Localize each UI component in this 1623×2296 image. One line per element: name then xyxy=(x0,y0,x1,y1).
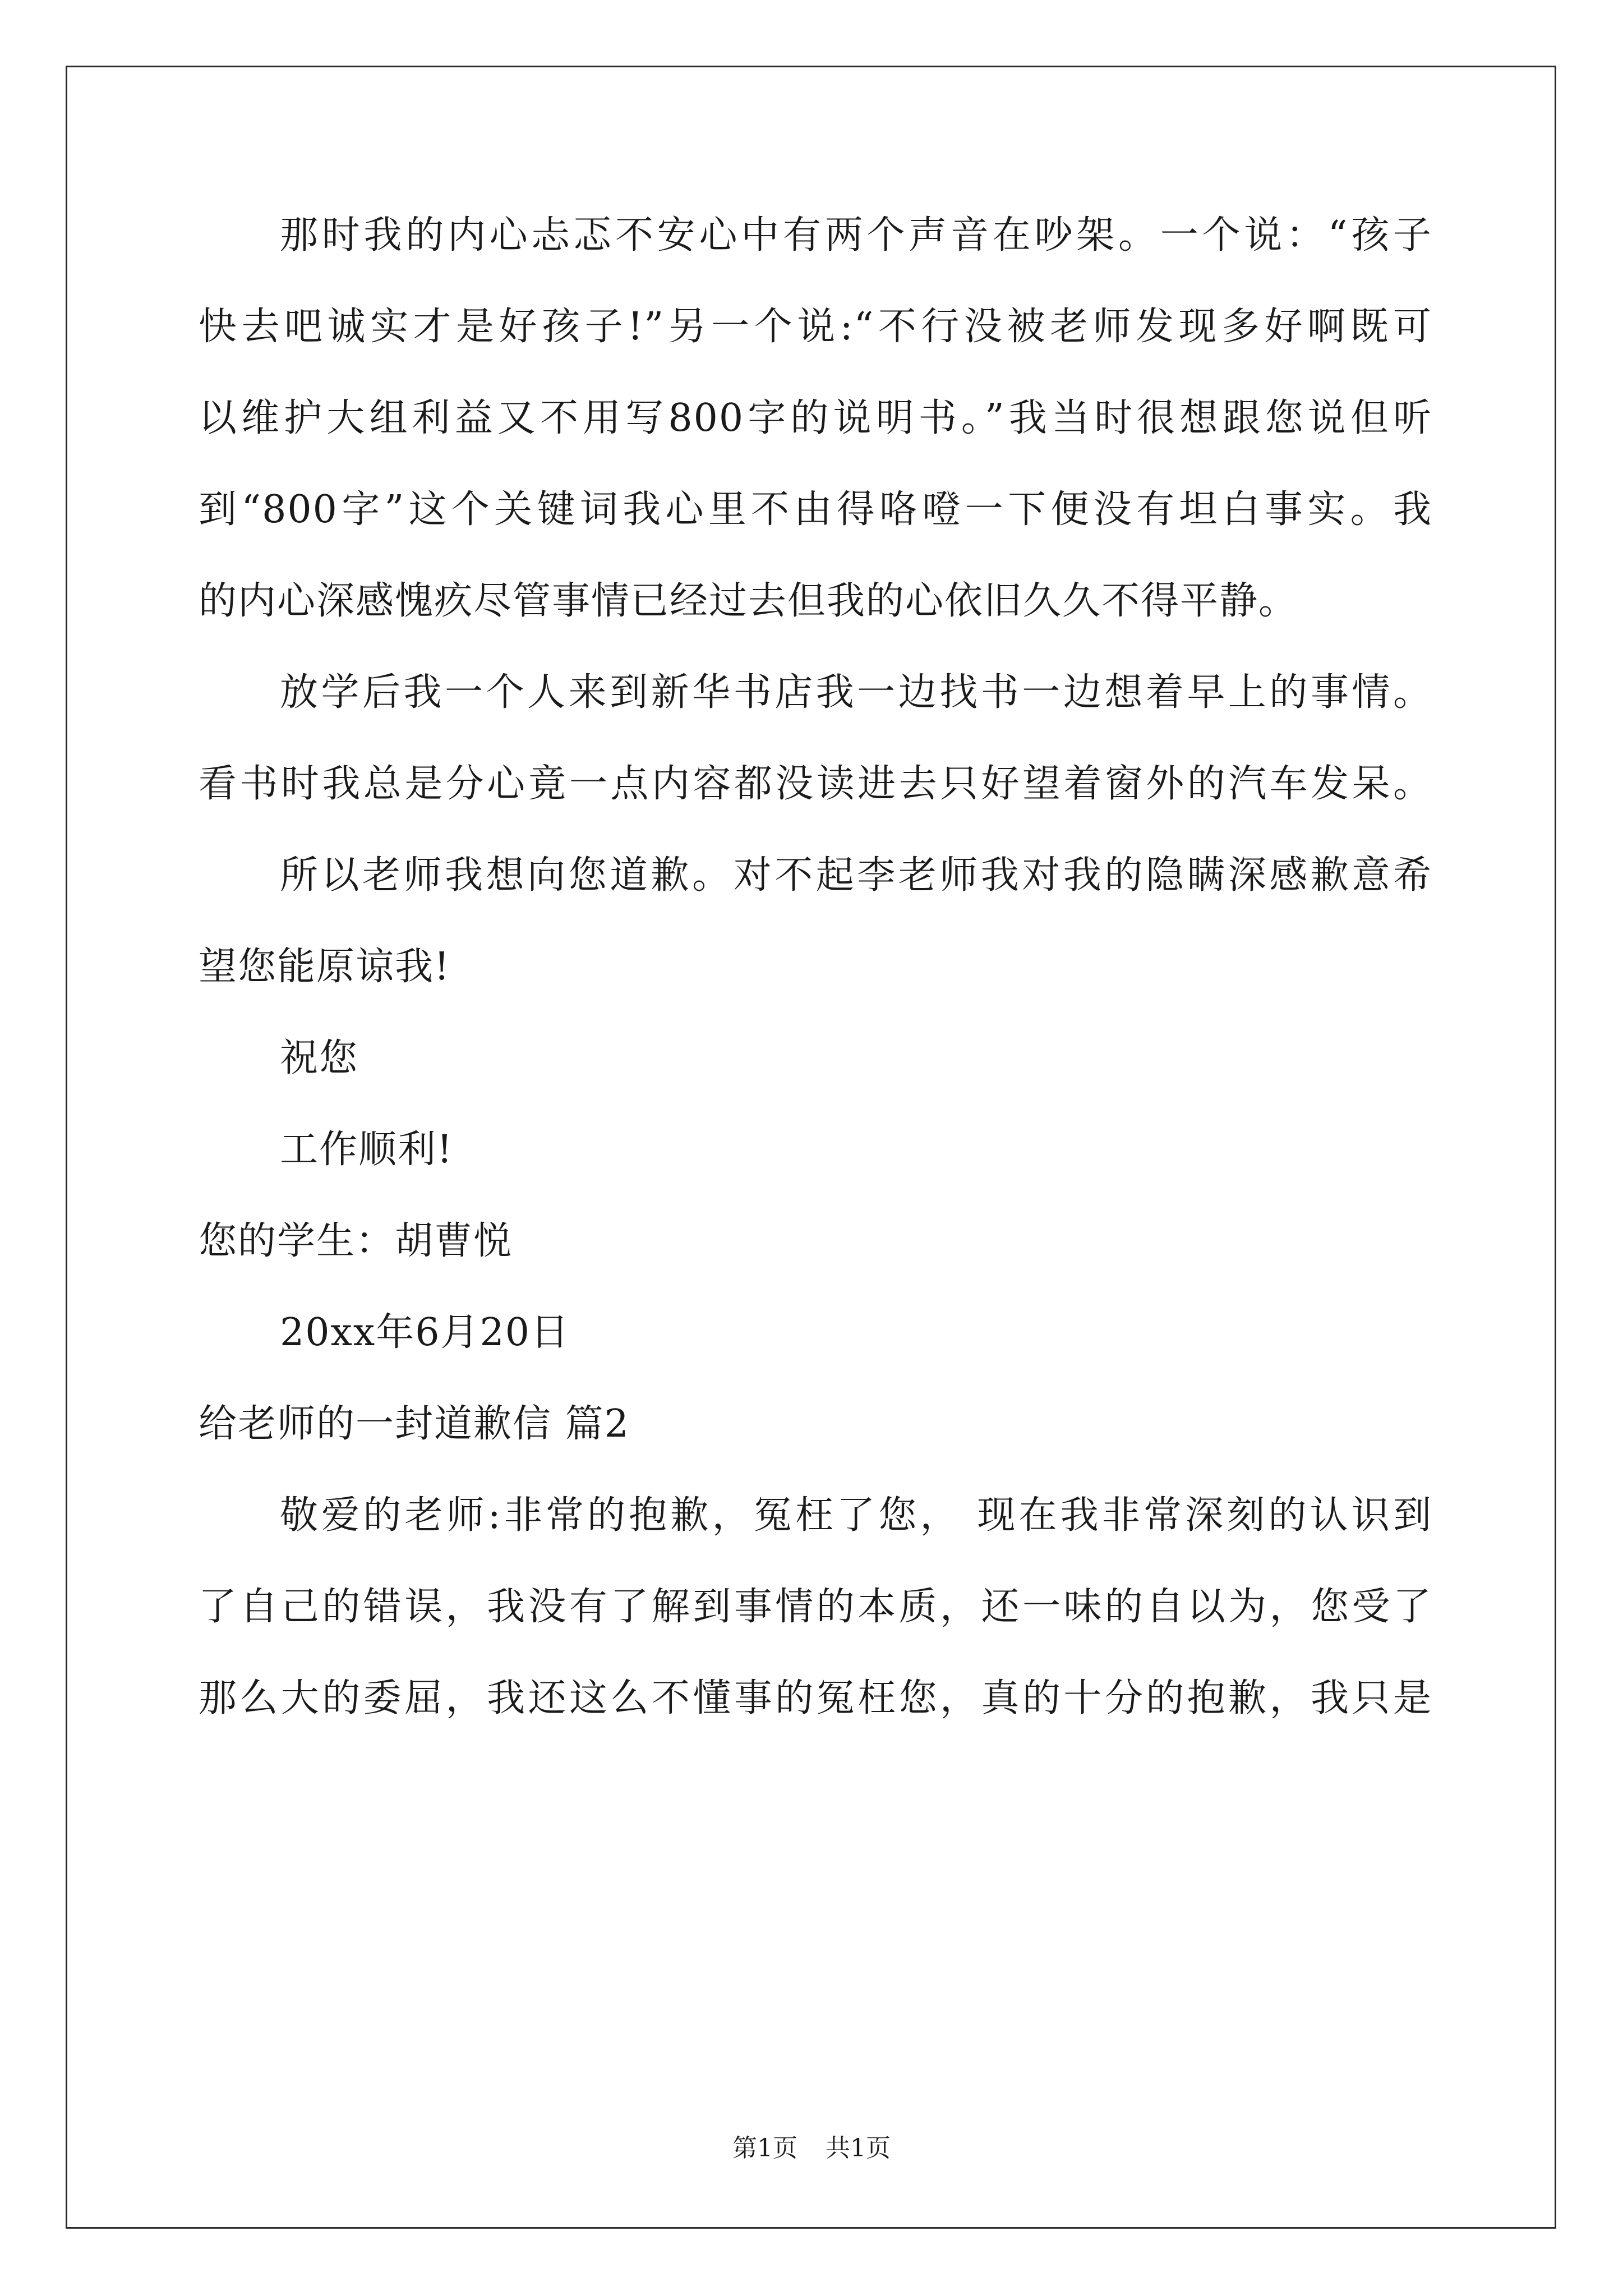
paragraph-1-line-5: 的内心深感愧疚尽管事情已经过去但我的心依旧久久不得平静。 xyxy=(199,579,1298,623)
paragraph-3-line-2: 望您能原谅我! xyxy=(199,945,451,989)
paragraph-1-line-4: 到“800字”这个关键词我心里不由得咯噔一下便没有坦白事实。我 xyxy=(199,487,1432,532)
closing-wish: 祝您 xyxy=(280,1036,359,1080)
page-number: 第1页 xyxy=(732,2134,797,2162)
paragraph-1-line-3: 以维护大组利益又不用写800字的说明书。”我当时很想跟您说但听 xyxy=(199,396,1432,440)
paragraph-2-line-2: 看书时我总是分心竟一点内容都没读进去只好望着窗外的汽车发呆。 xyxy=(199,762,1432,806)
closing-wish-2: 工作顺利! xyxy=(280,1128,454,1172)
paragraph-2-line-1: 放学后我一个人来到新华书店我一边找书一边想着早上的事情。 xyxy=(280,670,1432,715)
paragraph-3-line-1: 所以老师我想向您道歉。对不起李老师我对我的隐瞒深感歉意希 xyxy=(280,853,1432,898)
page-footer xyxy=(0,2132,1623,2165)
paragraph-1-line-2: 快去吧诚实才是好孩子!”另一个说:“不行没被老师发现多好啊既可 xyxy=(199,305,1432,349)
date: 20xx年6月20日 xyxy=(280,1310,570,1355)
paragraph-4-line-2: 了自己的错误，我没有了解到事情的本质，还一味的自以为，您受了 xyxy=(199,1585,1432,1629)
paragraph-4-line-3: 那么大的委屈，我还这么不懂事的冤枉您，真的十分的抱歉，我只是 xyxy=(199,1676,1432,1720)
page-total: 共1页 xyxy=(826,2134,891,2162)
section-title: 给老师的一封道歉信 篇2 xyxy=(199,1402,630,1446)
paragraph-4-line-1: 敬爱的老师:非常的抱歉，冤枉了您， 现在我非常深刻的认识到 xyxy=(280,1493,1432,1538)
signature: 您的学生：胡曹悦 xyxy=(199,1219,513,1263)
paragraph-1-line-1: 那时我的内心忐忑不安心中有两个声音在吵架。一个说：“孩子 xyxy=(280,213,1432,257)
